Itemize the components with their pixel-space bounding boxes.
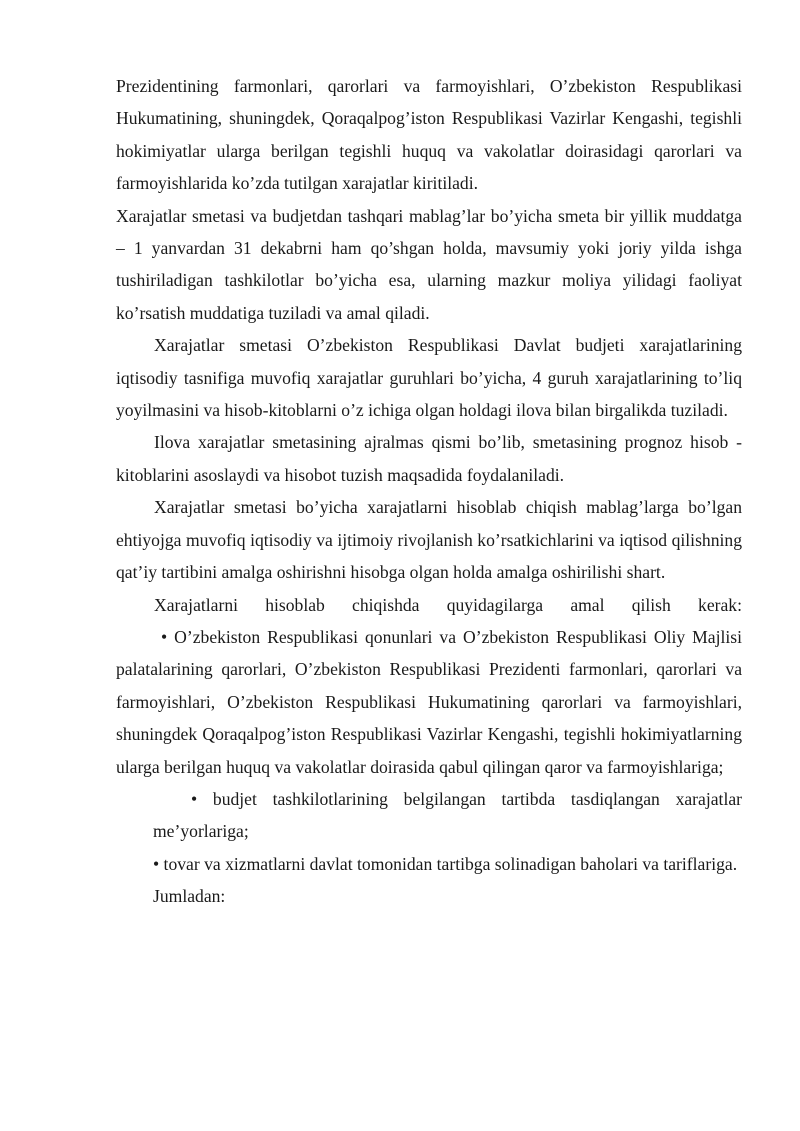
bullet-item-3: • tovar va xizmatlarni davlat tomonidan tartibga solinadigan baholari va tariflariga. (153, 853, 738, 874)
paragraph-1b: Xarajatlar smetasi va budjetdan tashqari mablag’lar bo’yicha smeta bir yillik muddatga – 1 yanvardan 31 dekabrni ham qo’shgan holda, mavsumiy yoki joriy yilda ishga tushiriladigan tashkilotlar bo’yicha esa, ularning mazkur moliya yilidagi faoliyat ko’rsatish muddatiga tuziladi va amal qiladi. (116, 205, 742, 323)
paragraph-4: Xarajatlar smetasi bo’yicha xarajatlarni hisoblab chiqish mablag’larga bo’lgan ehtiyojga muvofiq iqtisodiy va ijtimoiy rivojlanish ko’rsatkichlarini va iqtisod qilishning qat’iy tartibini amalga oshirishni hisobga olgan holda amalga oshirilishi shart. (116, 497, 742, 583)
paragraph-3: Ilova xarajatlar smetasining ajralmas qismi bo’lib, smetasining prognoz hisob - kitoblarini asoslaydi va hisobot tuzish maqsadida foydalaniladi. (116, 432, 742, 485)
bullet-item-1: • O’zbekiston Respublikasi qonunlari va O’zbekiston Respublikasi Oliy Majlisi palatalarining qarorlari, O’zbekiston Respublikasi Prezidenti farmonlari, qarorlari va farmoyishlari, O’zbekiston Respublikasi Hukumatining qarorlari va farmoyishlari, shuningdek Qoraqalpog’iston Respublikasi Vazirlar Kengashi, tegishli hokimiyatlarning ularga berilgan huquq va vakolatlar doirasida qabul qilingan qaror va farmoyishlariga; (116, 626, 742, 777)
document-page (116, 70, 742, 913)
paragraph-5: Xarajatlarni hisoblab chiqishda quyidagilarga amal qilish kerak: (154, 594, 742, 615)
bullet-item-2: • budjet tashkilotlarining belgilangan tartibda tasdiqlangan xarajatlar me’yorlariga; (153, 788, 742, 842)
paragraph-6: Jumladan: (153, 886, 226, 907)
paragraph-2: Xarajatlar smetasi O’zbekiston Respublikasi Davlat budjeti xarajatlarining iqtisodiy tasnifiga muvofiq xarajatlar guruhlari bo’yicha, 4 guruh xarajatlarining to’liq yoyilmasini va hisob-kitoblarni o’z ichiga olgan holdagi ilova bilan birgalikda tuziladi. (116, 335, 742, 421)
paragraph-1: Prezidentining farmonlari, qarorlari va farmoyishlari, O’zbekiston Respublikasi Hukumatining, shuningdek, Qoraqalpog’iston Respublikasi Vazirlar Kengashi, tegishli hokimiyatlar ularga berilgan tegishli huquq va vakolatlar doirasidagi qarorlari va farmoyishlarida ko’zda tutilgan xarajatlar kiritiladi. (116, 76, 742, 194)
